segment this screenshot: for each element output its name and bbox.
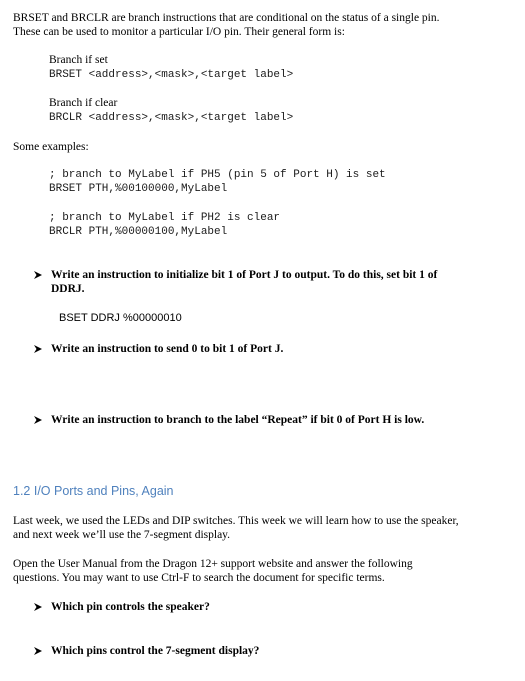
question-2-text: Write an instruction to send 0 to bit 1 of Port J. — [51, 343, 284, 355]
arrow-bullet-icon — [32, 268, 44, 282]
section-heading: 1.2 I/O Ports and Pins, Again — [13, 484, 174, 498]
intro-line-1: BRSET and BRCLR are branch instructions that are conditional on the status of a single pin. — [13, 12, 440, 24]
question-1-line-1: Write an instruction to initialize bit 1 of Port J to output. To do this, set bit 1 of — [51, 269, 438, 281]
section-paragraph-2-line-2: questions. You may want to use Ctrl-F to search the document for specific terms. — [13, 572, 385, 584]
question-5-text: Which pins control the 7-segment display? — [51, 645, 260, 657]
example-2-code: BRCLR PTH,%00000100,MyLabel — [49, 226, 228, 238]
question-3 — [32, 413, 424, 427]
question-4-text: Which pin controls the speaker? — [51, 601, 210, 613]
brset-syntax: BRSET <address>,<mask>,<target label> — [49, 69, 294, 81]
intro-line-2: These can be used to monitor a particular I/O pin. Their general form is: — [13, 26, 345, 38]
question-3-text: Write an instruction to branch to the label “Repeat” if bit 0 of Port H is low. — [51, 414, 425, 426]
section-paragraph-2-line-1: Open the User Manual from the Dragon 12+ support website and answer the following — [13, 558, 413, 570]
question-2 — [32, 342, 283, 356]
arrow-bullet-icon — [32, 600, 44, 614]
brclr-syntax: BRCLR <address>,<mask>,<target label> — [49, 112, 294, 124]
question-1-answer: BSET DDRJ %00000010 — [59, 312, 182, 324]
section-paragraph-1-line-1: Last week, we used the LEDs and DIP switches. This week we will learn how to use the speaker, — [13, 515, 459, 527]
branch-if-set-label: Branch if set — [49, 54, 108, 66]
example-2-comment: ; branch to MyLabel if PH2 is clear — [49, 212, 281, 224]
question-5 — [32, 644, 259, 658]
section-paragraph-1-line-2: and next week we’ll use the 7-segment display. — [13, 529, 231, 541]
question-1 — [32, 268, 437, 296]
example-1-code: BRSET PTH,%00100000,MyLabel — [49, 183, 228, 195]
branch-if-clear-label: Branch if clear — [49, 97, 118, 109]
question-4 — [32, 600, 210, 614]
arrow-bullet-icon — [32, 644, 44, 658]
question-1-line-2: DDRJ. — [51, 283, 85, 295]
arrow-bullet-icon — [32, 342, 44, 356]
examples-label: Some examples: — [13, 141, 89, 153]
arrow-bullet-icon — [32, 413, 44, 427]
example-1-comment: ; branch to MyLabel if PH5 (pin 5 of Port H) is set — [49, 169, 386, 181]
